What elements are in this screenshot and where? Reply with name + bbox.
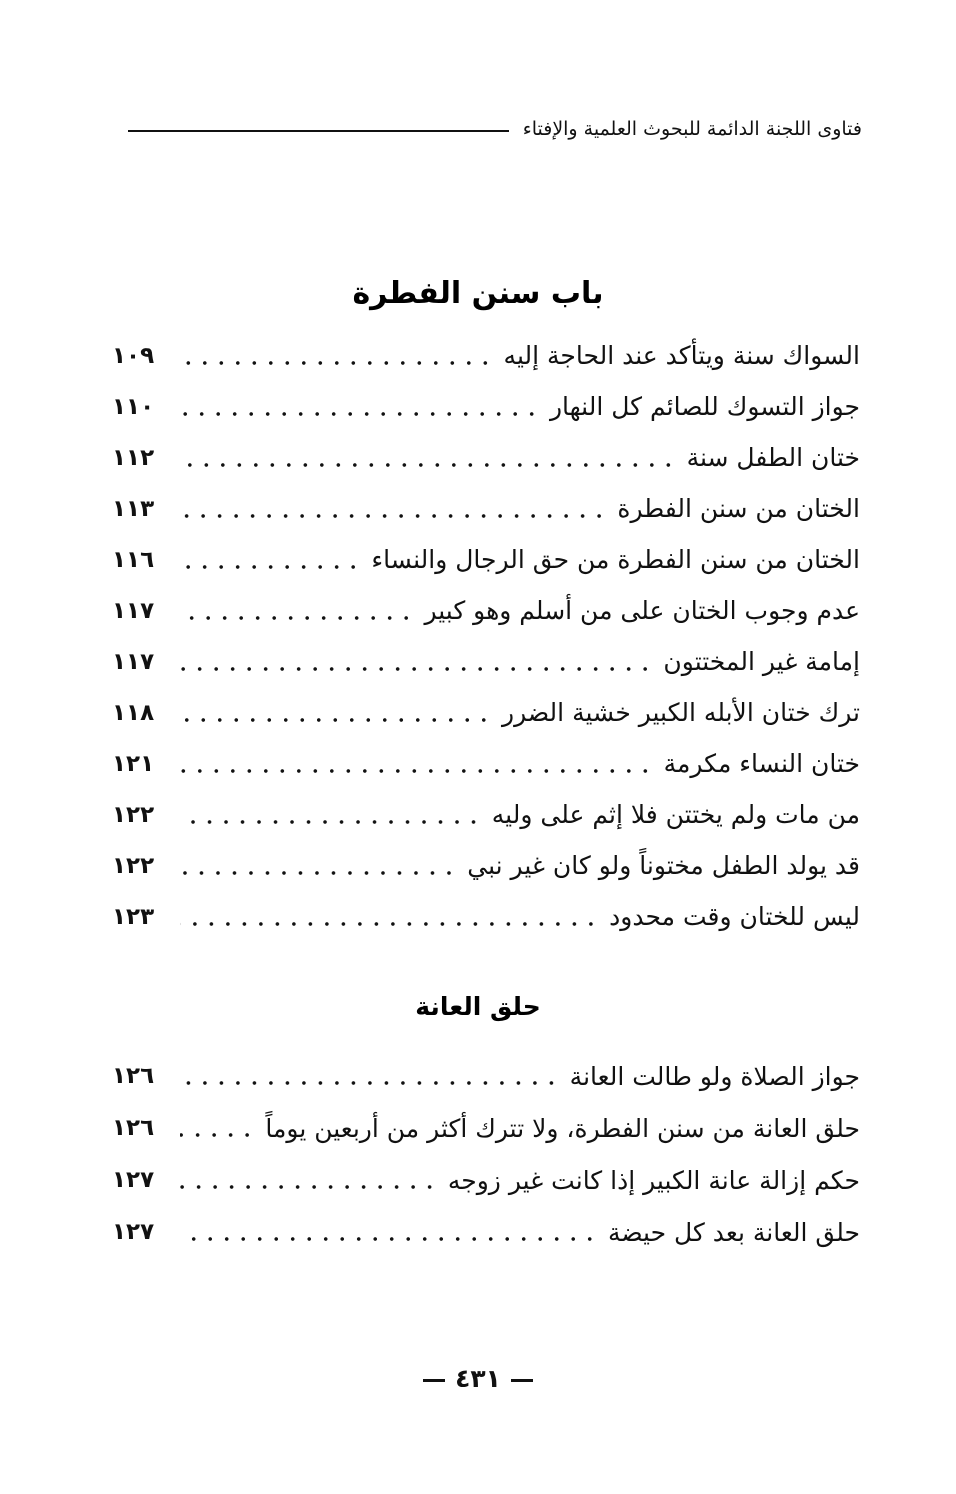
- dot-leader: [180, 870, 457, 876]
- dot-leader: [180, 1080, 560, 1086]
- dot-leader: [180, 666, 653, 672]
- entry-title: قد يولد الطفل مختوناً ولو كان غير نبي: [467, 851, 860, 880]
- entry-page-number: ١١٦: [112, 546, 155, 573]
- toc-entry[interactable]: [112, 483, 860, 534]
- toc-entry[interactable]: [112, 1102, 860, 1154]
- entry-page-number: ١١٧: [112, 597, 155, 624]
- entry-title: عدم وجوب الختان على من أسلم وهو كبير: [424, 596, 860, 625]
- footer-dash: [511, 1379, 533, 1382]
- section-heading: حلق العانة: [415, 992, 541, 1021]
- dot-leader: [180, 411, 540, 417]
- entry-page-number: ١٢١: [112, 750, 155, 777]
- entry-page-number: ١٠٩: [112, 342, 155, 369]
- entry-page-number: ١٢٦: [112, 1063, 155, 1089]
- dot-leader: [180, 564, 361, 570]
- dot-leader: [180, 717, 492, 723]
- entry-page-number: ١٢٢: [112, 801, 155, 828]
- page-number-footer: [0, 1364, 956, 1393]
- toc-list: [112, 1050, 860, 1258]
- entry-title: جواز التسوك للصائم كل النهار: [549, 392, 860, 421]
- toc-entry[interactable]: [112, 891, 860, 942]
- toc-entry[interactable]: [112, 1050, 860, 1102]
- toc-entry[interactable]: [112, 840, 860, 891]
- entry-title: إمامة غير المختتون: [663, 647, 860, 676]
- entry-title: من مات ولم يختتن فلا إثم على وليه: [491, 800, 860, 829]
- toc-entry[interactable]: [112, 1154, 860, 1206]
- toc-entry[interactable]: [112, 789, 860, 840]
- entry-page-number: ١١٨: [112, 699, 155, 726]
- toc-entry[interactable]: [112, 432, 860, 483]
- entry-title: السواك سنة ويتأكد عند الحاجة إليه: [503, 341, 860, 370]
- entry-page-number: ١١٠: [112, 393, 155, 420]
- dot-leader: [180, 1132, 255, 1138]
- entry-title: ترك ختان الأبله الكبير خشية الضرر: [502, 698, 860, 727]
- entry-title: ختان النساء مكرمة: [663, 749, 860, 778]
- toc-entry[interactable]: [112, 738, 860, 789]
- entry-page-number: ١٢٧: [112, 1167, 155, 1193]
- header-rule: [128, 130, 509, 132]
- dot-leader: [180, 1184, 438, 1190]
- footer-dash: [423, 1379, 445, 1382]
- dot-leader: [180, 513, 607, 519]
- entry-title: حلق العانة بعد كل حيضة: [607, 1217, 860, 1247]
- entry-page-number: ١١٢: [112, 444, 155, 471]
- entry-title: الختان من سنن الفطرة: [617, 494, 860, 523]
- toc-entry[interactable]: [112, 585, 860, 636]
- toc-entry[interactable]: [112, 636, 860, 687]
- running-title: فتاوى اللجنة الدائمة للبحوث العلمية والإفتاء: [522, 118, 862, 140]
- toc-entry[interactable]: [112, 381, 860, 432]
- dot-leader: [180, 462, 677, 468]
- entry-page-number: ١٢٦: [112, 1115, 155, 1141]
- entry-title: جواز الصلاة ولو طالت العانة: [569, 1061, 860, 1091]
- toc-entry[interactable]: [112, 330, 860, 381]
- dot-leader: [180, 1236, 598, 1242]
- dot-leader: [180, 768, 654, 774]
- dot-leader: [180, 921, 599, 927]
- toc-list: [112, 330, 860, 942]
- section-heading: باب سنن الفطرة: [352, 276, 604, 311]
- dot-leader: [180, 615, 414, 621]
- toc-entry[interactable]: [112, 534, 860, 585]
- entry-title: ختان الطفل سنة: [686, 443, 860, 472]
- entry-title: ليس للختان وقت محدود: [609, 902, 860, 931]
- toc-entry[interactable]: [112, 687, 860, 738]
- entry-title: حلق العانة من سنن الفطرة، ولا تترك أكثر من أربعين يوماً: [265, 1113, 860, 1143]
- entry-page-number: ١٢٣: [112, 903, 155, 930]
- running-header: [128, 112, 862, 146]
- entry-page-number: ١١٧: [112, 648, 155, 675]
- entry-page-number: ١٢٢: [112, 852, 155, 879]
- entry-page-number: ١٢٧: [112, 1219, 155, 1245]
- entry-title: حكم إزالة عانة الكبير إذا كانت غير زوجه: [447, 1165, 860, 1195]
- entry-page-number: ١١٣: [112, 495, 155, 522]
- entry-title: الختان من سنن الفطرة من حق الرجال والنساء: [371, 545, 860, 574]
- dot-leader: [180, 819, 482, 825]
- page-number: ٤٣١: [455, 1364, 501, 1393]
- toc-entry[interactable]: [112, 1206, 860, 1258]
- dot-leader: [180, 360, 494, 366]
